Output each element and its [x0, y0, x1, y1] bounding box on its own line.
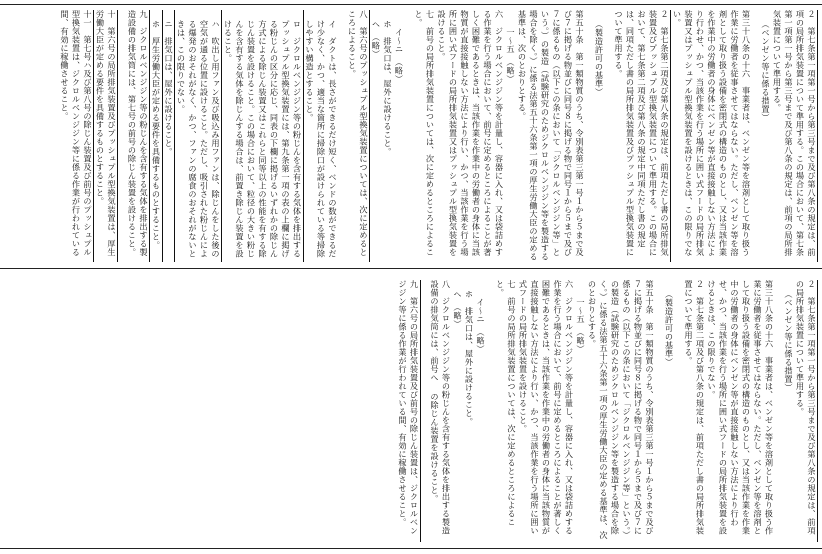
top-rule [0, 4, 822, 5]
bottom-paragraph: 七 前号の局所排気装置については、次に定めるところによること。 [495, 280, 517, 527]
top-paragraph: 九 ジクロルベンジジン等の粉じんを含有する気体を排出する製造設備の排気筒には、第七号の前号の除じん装置を設けること。 [126, 10, 150, 262]
revised-text-body [4, 10, 818, 262]
bottom-paragraph: 九 第六号の局所排気装置及び前号の除じん装置は、ジクロルベンジジン等に係る作業が行われている間、有効に稼働させること。 [397, 280, 421, 542]
bottom-paragraph: （製造許可の基準） [664, 290, 675, 367]
bottom-paragraph: 第三十八条の十六 事業者は、ベンゼン等を溶剤として取り扱う作業に労働者を従事させてはならない。ただし、ベンゼン等を溶剤として取り扱う設備を密閉式の構造のものとし、又は当該作業を作業中の労働者の身体にベンゼン等が直接接触しない方法により行わせ、かつ、当該作業を行う場所に囲い式フードの局所排気装置を設けるときは、この限りでない。 [707, 280, 775, 535]
top-paragraph: 八 第六号のプッシュプル型換気装置については、次に定めるところによること。 [346, 10, 370, 262]
top-paragraph: ホ 排気口は、屋外に設けること。 [383, 20, 393, 156]
top-paragraph: 十 第六号の局所排気装置及びプッシュプル型換気装置は、厚生労働大臣が定める要件を具備するものとすること。 [94, 10, 118, 262]
top-paragraph: ２ 第七条第一項第一号から第三号まで及び第八条の規定は、前項の局所排気装置について準用する。この場合において、第七条第一項第一号から第三号まで及び第八条の規定は、前項の局所排気装置について準用する。 [771, 10, 818, 262]
top-paragraph: イ〜ニ （略） [394, 28, 405, 84]
top-paragraph: ホ 厚生労働大臣が定める要件を具備するものとすること。 [150, 10, 163, 262]
bottom-paragraph: ホ 排気口は、屋外に設けること。 [464, 290, 475, 426]
current-text-panel [4, 280, 818, 542]
top-paragraph: 一〜五 （略） [506, 28, 516, 84]
current-text-body [4, 280, 818, 542]
bottom-rule [0, 548, 822, 549]
bottom-paragraph: ２ 第七条第一項第一号から第三号まで及び第八条の規定は、前項の局所排気装置について準用する。 [794, 280, 818, 542]
top-paragraph: （ベンゼン等に係る措置） [761, 20, 771, 122]
bottom-paragraph: ２ 第七条第二項及び第八条の規定は、前項ただし書の局所排気装置について準用する。 [684, 280, 706, 535]
bottom-paragraph: ヘ （略） [453, 290, 463, 329]
top-paragraph: （製造許可の基準） [594, 20, 605, 97]
revised-text-panel [4, 10, 818, 262]
top-paragraph: ヘ （略） [371, 20, 382, 59]
top-paragraph: 六 ジクロルベンジジン等を計量し、容器に入れ、又は袋詰めする作業を行う場合において、前号に定めるところによることが著しく困難であるときは、当該作業を作業中の労働者の身体に当該物質が直接接触しない方法により行い、かつ、当該作業を行う場所に囲い式フードの局所排気装置又はプッシュプル型換気装置を設けること。 [437, 10, 505, 257]
bottom-paragraph: 第五十条 第一類物質のうち、令別表第三第一号１から５まで及び７に掲げる物並びに同号８に掲げる物で同号１から５まで及び７に係るもの（以下この条において「ジクロルベンジジン等」という。）の製造（試験研究のためジクロルベンジジン等を製造する場合を除く。）に係る法第五十六条第一項の厚生労働大臣の定める基準は、次のとおりとする。 [587, 280, 655, 540]
top-paragraph: ２ 第七条第二項及び第八条の規定は、前項ただし書の局所排気装置及びプッシュプル型換気装置について準用する。この場合において、第七条第二項及び第八条の規定中同項ただし書の規定は、同項ただし書の局所排気装置及びプッシュプル型換気装置について準用する。 [613, 10, 672, 262]
top-paragraph: 七 前号の局所排気装置については、次に定めるところによること。 [414, 10, 436, 257]
top-paragraph: 第五十条 第一類物質のうち、令別表第三第一号１から５まで及び７に掲げる物並びに同号８に掲げる物で同号１から５まで及び７に係るもの（以下この条において「ジクロルベンジジン等」という。）の製造（試験研究のためジクロルベンジジン等を製造する場合を除く。）に係る法第五十六条第一項の厚生労働大臣の定める基準は、次のとおりとする。 [517, 10, 585, 261]
bottom-paragraph: （ベンゼン等に係る措置） [784, 290, 794, 392]
bottom-paragraph: 八 ジクロルベンジジン等の粉じんを含有する気体を排出する製造設備の排気筒には、前号へ の除じん装置を設けること。 [430, 280, 452, 535]
middle-rule [0, 268, 822, 269]
bottom-paragraph: 一〜五 （略） [576, 298, 586, 354]
top-paragraph: ロ ジクロルベンジジン等の粉じんを含有する気体を排出するプッシュプル型換気装置には、第九条第一項の表の上欄に掲げる粉じんの区分に応じ、同表の下欄に掲げるいずれかの除じん方式による除じん装置又はこれらと同等以上の性能を有する除じん装置を設けること。この場合において、粒径の大きい粉じんを含有する気体を除じんする場合は、前置き除じん装置を設けること。 [222, 10, 304, 262]
top-paragraph: イ ダクトは、長さができるだけ短く、ベンドの数ができるだけ少なく、かつ、適当な箇所に掃除口が設けられている等掃除しやすい構造とすること。 [305, 20, 338, 258]
bottom-paragraph: 六 ジクロルベンジジン等を計量し、容器に入れ、又は袋詰めする作業を行う場合において、前号に定めるところによることが著しく困難であるときは、当該作業を作業中の労働者の身体に当該物質が直接接触しない方法により行い、かつ、当該作業を行う場所に囲い式フードの局所排気装置を設けること。 [518, 280, 575, 535]
top-paragraph: 十一 第七号ハ及び第八号の除じん装置及び前号のプッシュプル型換気装置は、ジクロルベンジジン等に係る作業が行われている間、有効に稼働させること。 [59, 10, 95, 262]
top-paragraph: 第三十八条の十六 事業者は、ベンゼン等を溶剤として取り扱う作業に労働者を従事させてはならない。ただし、ベンゼン等を溶剤として取り扱う設備を密閉式の構造のものとし、又は当該作業を作業中の労働者の身体にベンゼン等が直接接触しない方法により行わせ、かつ、当該作業を行う場所に囲い式フードの局所排気装置又はプッシュプル型換気装置を設けるときは、この限りでない。 [672, 10, 752, 257]
top-paragraph: ニ 排気口は、屋外に設けること。 [163, 10, 176, 262]
bottom-paragraph: イ〜ニ （略） [476, 298, 486, 354]
top-paragraph: ハ 吹出し用ファン及び吸込み用ファンは、除じんをした後の空気が通る位置に設けること。ただし、吸引された粉じんによる爆発のおそれがなく、かつ、ファンの腐食のおそれがないときは、この限りでない。 [175, 10, 222, 262]
